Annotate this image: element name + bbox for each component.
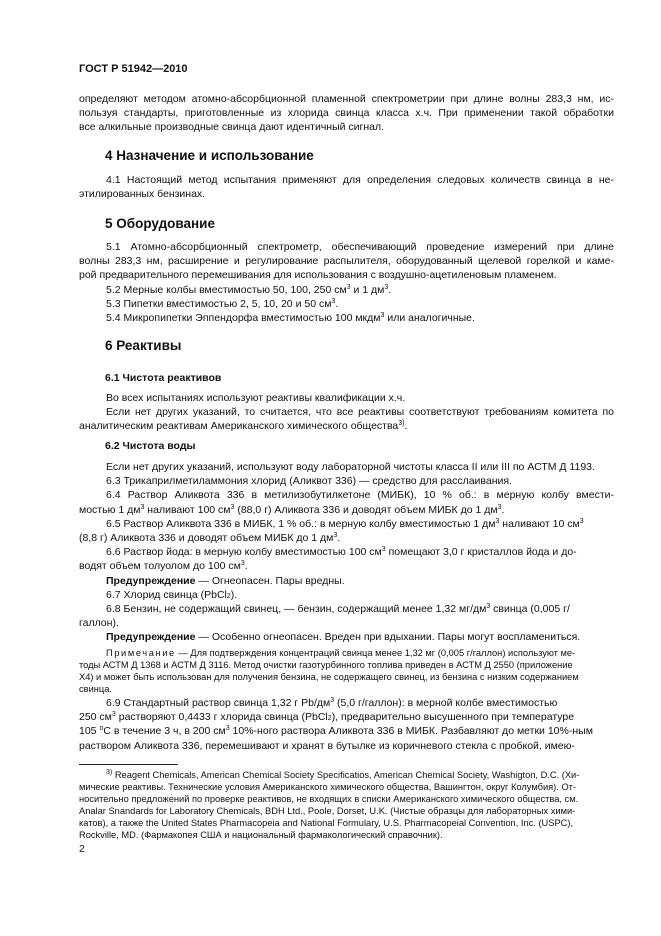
footnote-separator [79, 764, 178, 765]
item-6-9 [79, 696, 614, 753]
text-line: 250 $см^3$ растворяют 0,4433 г хлорида свинца (PbCl$_2$), предварительно высушенного при температуре [79, 711, 575, 724]
document-header: ГОСТ Р 51942—2010 [79, 63, 188, 75]
text-line: 6.5 Раствор Аликвота 336 в МИБК, 1 % об.: в мерную колбу вместимостью 1 $дм^3$ наливают 10 $см^3$ [106, 517, 584, 530]
text-line: Во всех испытаниях используют реактивы квалификации х.ч. [106, 392, 406, 404]
text-line: аналитическим реактивам Американского химического общества$^{3)}$. [79, 420, 408, 433]
footnote-block [79, 769, 614, 841]
text-line: 6.6 Раствор йода: в мерную колбу вместимостью 100 $см^3$ помещают 3,0 г кристаллов йода и до- [106, 546, 577, 559]
text-line: 6.8 Бензин, не содержащий свинец, — бензин, содержащий менее 1,32 $мг/дм^3$ свинца (0,005 г/ [106, 602, 570, 615]
note-line: X4) и может быть использован для получения бензина, не содержащего свинец, из бензина с низким содержанием [79, 672, 579, 682]
text-line: мостью 1 $дм^3$ наливают 100 $см^3$ (88,0 г) Аликвота 336 и доводят объем МИБК до 1 $дм^3$. [79, 503, 505, 516]
text-line: 6.7 Хлорид свинца (PbCl$_2$). [106, 588, 238, 601]
text-line: Если нет других указаний, то считается, что все реактивы соответствуют требованиям комитета по [106, 406, 614, 419]
page-number: 2 [79, 843, 85, 855]
footnote-line: катов), а также the United States Pharmacopeia and National Formulary, U.S. Pharmacopeial Convention, Inc. (USPC), [79, 818, 574, 828]
section-6-1-heading: 6.1 Чистота реактивов [105, 372, 222, 384]
note-label: Примечание [106, 648, 176, 658]
warning-line: Предупреждение — Особенно огнеопасен. Вреден при вдыхании. Пары могут воспламениться. [106, 631, 581, 644]
intro-paragraph [79, 92, 614, 135]
footnote-marker: 3) [106, 769, 113, 776]
section-6-heading: 6 Реактивы [105, 338, 182, 353]
footnote-line: мические реактивы. Технические условия Американского химического общества, Вашингтон, округ Колумбия). От- [79, 782, 577, 792]
text-line: 4.1 Настоящий метод испытания применяют для определения следовых количеств свинца в не- [106, 174, 614, 186]
footnote-line: $^{3)}$ Reagent Chemicals, American Chemical Society Specificatios, American Chemical Society, Washigton, D.C. (Хи- [106, 769, 580, 780]
item-5-2: 5.2 Мерные колбы вместимостью 50, 100, 250 $см^3$ и 1 $дм^3$. [106, 283, 392, 296]
text-line: (8,8 г) Аликвота 336 и доводят объем МИБК до 1 $дм^3$. [79, 531, 341, 544]
section-6-2-body [79, 460, 614, 644]
text-line: рой предварительного перемешивания для использования с воздушно-ацетиленовым пламенем. [79, 269, 557, 282]
footnote-line: Analar Snandards for Laboratory Chemicals, BDH Ltd., Poole, Dorset, U.K. (Чистые образцы для лабораторных хими- [79, 806, 576, 816]
section-4-body [79, 173, 614, 201]
text-line: 105 $^о$С в течение 3 ч, в 200 $см^3$ 10%-ного раствора Аликвота 336 в МИБК. Разбавляют до метки 10%-ным [79, 725, 593, 738]
section-6-1-body [79, 391, 614, 434]
item-5-3: 5.3 Пипетки вместимостью 2, 5, 10, 20 и 50 $см^3$. [106, 297, 339, 310]
text-line: определяют методом атомно-абсорбционной пламенной спектрометрии при длине волны 283,3 нм, ис- [79, 93, 614, 105]
text-line: 6.4 Раствор Аликвота 336 в метилизобутилкетоне (МИБК), 10 % об.: в мерную колбу вмести- [106, 489, 614, 502]
text-line: этилированных бензинах. [79, 188, 206, 201]
text-line: раствором Аликвота 336, перемешивают и хранят в бутылке из коричневого стекла с пробкой, имею- [79, 739, 576, 752]
note-line: свинца. [79, 684, 112, 694]
text-line: волны 283,3 нм, расширение и регулирование распылителя, оборудованный щелевой горелкой и каме- [79, 255, 614, 268]
footnote-line: Rockville, MD. (Фармакопея США и национальный фармакологический справочник). [79, 830, 443, 840]
text-line: 5.1 Атомно-абсорбционный спектрометр, обеспечивающий проведение измерений при длине [106, 241, 614, 253]
text-line: 6.3 Трикаприлметиламмония хлорид (Аликвот 336) — средство для расслаивания. [106, 475, 512, 488]
item-5-4: 5.4 Микропипетки Эппендорфа вместимостью 100 мкдм$^3$ или аналогичные. [106, 311, 475, 324]
note-line: тоды АСТМ Д 1368 и АСТМ Д 3116. Метод очистки газотурбинного топлива приведен в АСТМ Д 2550 (приложение [79, 660, 573, 670]
section-5-heading: 5 Оборудование [105, 216, 215, 231]
text-line: галлон). [79, 617, 119, 630]
text-line: 6.9 Стандартный раствор свинца 1,32 г $Pb/дм^3$ (5,0 г/галлон): в мерной колбе вместимостью [106, 697, 558, 709]
note-line: Примечание — Для подтверждения концентраций свинца менее 1,32 мг (0,005 г/галлон) используют ме- [106, 648, 576, 658]
text-line: водят объем толуолом до 100 $см^3$. [79, 560, 248, 573]
footnote-line: носительно предложений по проверке реактивов, не входящих в списки Американского химического общества, см. [79, 794, 579, 804]
note-block [79, 647, 614, 695]
text-line: все алкильные производные свинца дают идентичный сигнал. [79, 121, 385, 134]
section-6-2-heading: 6.2 Чистота воды [105, 440, 196, 452]
text-line: пользуя стандарты, приготовленные из хлорида свинца класса х.ч. При применении такой обработки [79, 107, 614, 120]
section-5-body [79, 240, 614, 325]
text-line: Если нет других указаний, используют воду лабораторной чистоты класса II или III по АСТМ Д 1193. [106, 461, 595, 473]
section-4-heading: 4 Назначение и использование [105, 148, 314, 163]
warning-line: Предупреждение — Огнеопасен. Пары вредны. [106, 574, 345, 587]
